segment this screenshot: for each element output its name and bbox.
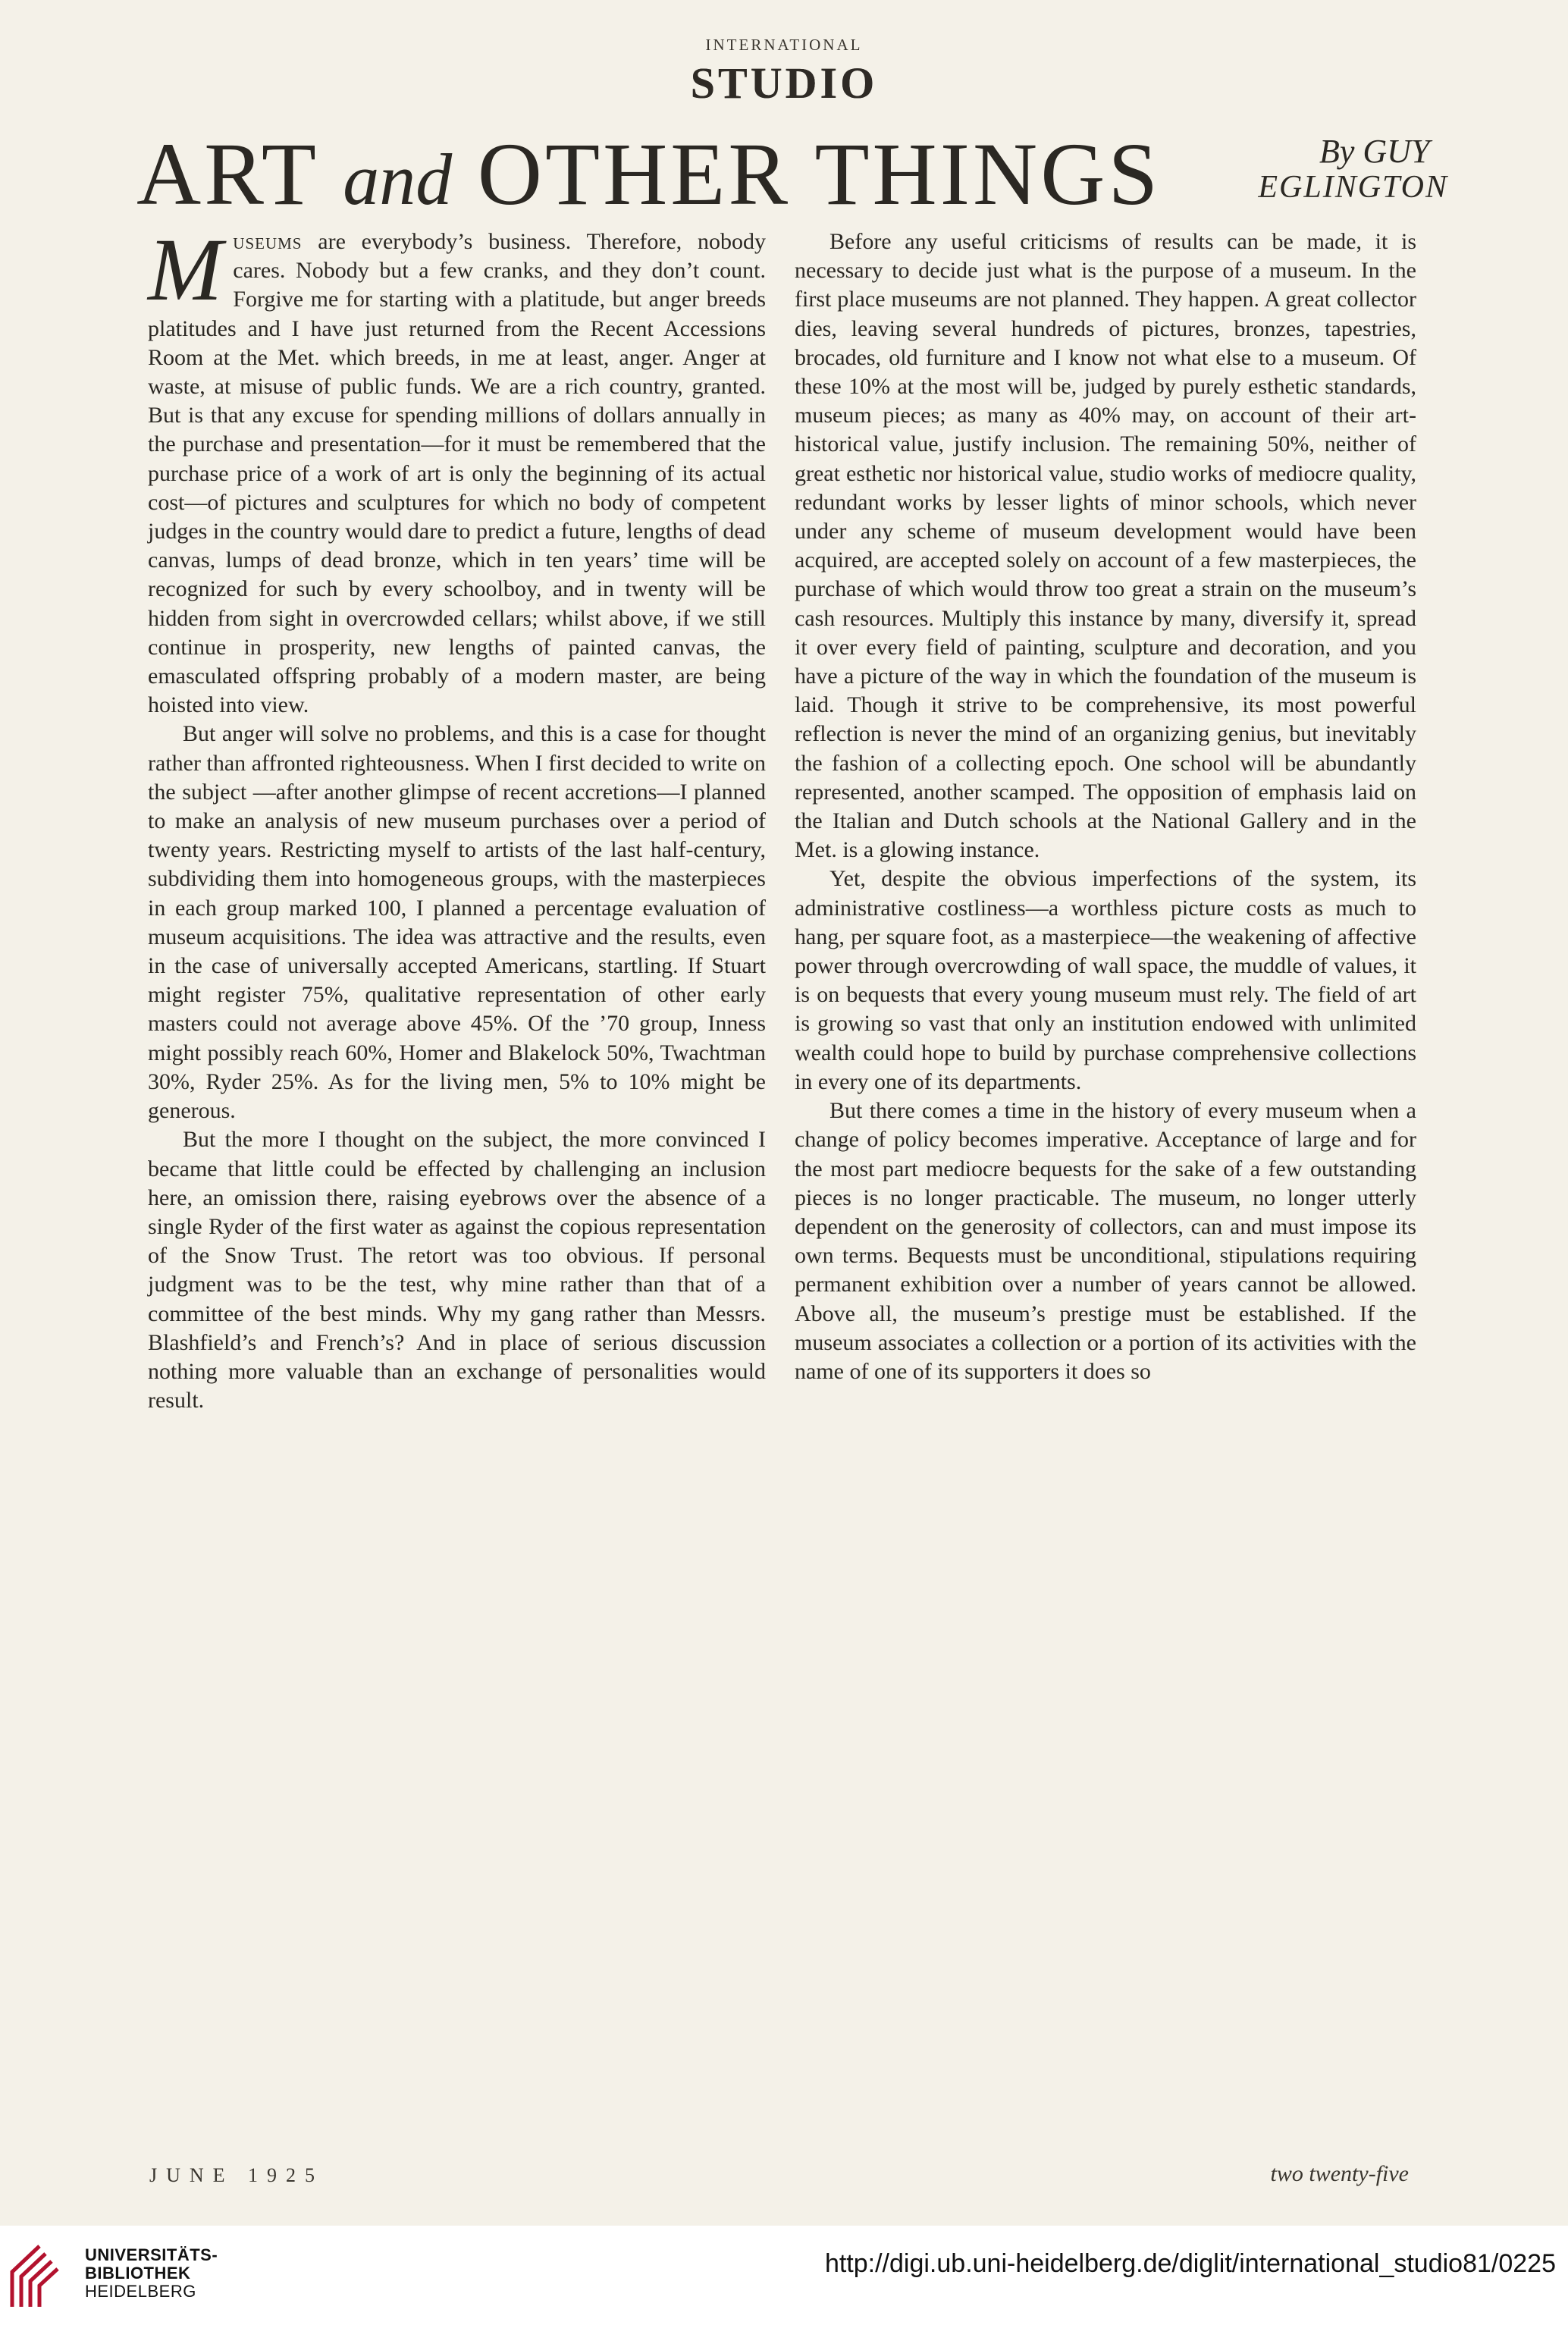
right-column (795, 227, 1416, 1386)
right-paragraph-2: Yet, despite the obvious imperfections of the system, its administrative costliness—a worthless picture costs as much to hang, per square foot, as a masterpiece—the weakening of affective power through overcrowding of wall space, the muddle of values, it is on bequests that every young museum must rely. The field of art is growing so vast that only an institution endowed with unlimited wealth could hope to build by purchase comprehensive collections in every one of its departments. (795, 866, 1416, 1094)
right-paragraph-1: Before any useful criticisms of results can be made, it is necessary to decide just what is the purpose of a museum. In the first place museums are not planned. They happen. A great collector dies, leaving several hundreds of pictures, bronzes, tapestries, brocades, old furniture and I know not what else to a museum. Of these 10% at the most will be, judged by purely esthetic standards, museum pieces; as many as 40% may, on account of their art-historical value, justify inclusion. The remaining 50%, neither of great esthetic nor historical value, studio works of mediocre quality, redundant works by lesser lights of minor schools, which never under any scheme of museum development would have been acquired, are accepted solely on account of a few masterpieces, the purchase of which would throw too great a strain on the museum’s cash resources. Multiply this instance by many, diversify it, spread it over every field of painting, sculpture and decoration, and you have a picture of the way in which the foundation of the museum is laid. Though it strive to be comprehensive, its most powerful reflection is never the mind of an organizing genius, but inevitably the fashion of a collecting epoch. One school will be abundantly represented, another scamped. The opposition of emphasis laid on the Italian and Dutch schools at the National Gallery and in the Met. is a glowing instance. (795, 229, 1416, 863)
byline-author: EGLINGTON (1258, 170, 1448, 205)
library-name-line2: BIBLIOTHEK (85, 2264, 191, 2283)
title-other-things: OTHER THINGS (477, 124, 1162, 224)
title-and: and (343, 139, 453, 220)
source-url-link[interactable]: http://digi.ub.uni-heidelberg.de/diglit/international_studio81/0225 (824, 2249, 1556, 2278)
left-paragraph-3: But the more I thought on the subject, the more convinced I became that little could be effected by challenging an inclusion here, an omission there, raising eyebrows over the absence of a single Ryder of the first water as against the copious representation of the Snow Trust. The retort was too obvious. If personal judgment was to be the test, why mine rather than that of a committee of the best minds. Why my gang rather than Messrs. Blashfield’s and French’s? And in place of serious discussion nothing more valuable than an exchange of personalities would result. (148, 1127, 766, 1414)
left-paragraph-2: But anger will solve no problems, and this is a case for thought rather than affronted righteousness. When I first decided to write on the subject —after another glimpse of recent accretions—I planned to make an analysis of new museum purchases over a period of twenty years. Restricting myself to artists of the last half-century, subdividing them into homogeneous groups, with the masterpieces in each group marked 100, I planned a percentage evaluation of museum acquisitions. The idea was attractive and the results, even in the case of universally accepted Americans, startling. If Stuart might register 75%, qualitative representation of other early masters could not average above 45%. Of the ’70 group, Inness might possibly reach 60%, Homer and Blakelock 50%, Twachtman 30%, Ryder 25%. As for the living men, 5% to 10% might be generous. (148, 721, 766, 1124)
byline-by: By GUY (1319, 133, 1430, 170)
left-paragraph-1 (148, 220, 766, 720)
right-paragraph-3: But there comes a time in the history of every museum when a change of policy becomes imperative. Acceptance of large and for the most part mediocre bequests for the sake of a few outstanding pieces is no longer practicable. The museum, no longer utterly dependent on the generosity of collectors, can and must impose its own terms. Bequests must be unconditional, stipulations requiring permanent exhibition over a number of years cannot be allowed. Above all, the museum’s prestige must be established. If the museum associates a collection or a portion of its activities with the name of one of its supporters it does so (795, 1098, 1416, 1384)
footer-page-number: two twenty-five (1270, 2161, 1409, 2186)
left-paragraph-1-text: are everybody’s business. Therefore, nobody cares. Nobody but a few cranks, and they don’t count. Forgive me for starting with a platitude, but anger breeds platitudes and I have just returned from the Recent Accessions Room at the Met. which breeds, in me at least, anger. Anger at waste, at misuse of public funds. We are a rich country, granted. But is that any excuse for spending millions of dollars annually in the purchase and presentation—for it must be remembered that the purchase price of a work of art is only the beginning of its actual cost—of pictures and sculptures for which no body of competent judges in the country would dare to predict a future, lengths of dead canvas, lumps of dead bronze, which in ten years’ time will be recognized for such by every schoolboy, and in twenty will be hidden from sight in overcrowded cellars; whilst above, if we still continue in prosperity, new lengths of painted canvas, the emasculated offspring probably of a modern master, are being hoisted into view. (148, 229, 766, 718)
masthead-studio: STUDIO (690, 58, 878, 108)
library-name-line3: HEIDELBERG (85, 2282, 196, 2301)
masthead-international: international (705, 30, 863, 55)
footer-date: JUNE 1925 (149, 2164, 325, 2186)
lead-smallcaps: useums (233, 229, 303, 254)
library-logo-icon (9, 2242, 67, 2310)
library-name (85, 2246, 218, 2301)
title-art: ART (136, 124, 318, 224)
byline (1236, 133, 1448, 205)
left-column (148, 220, 766, 1415)
library-name-line1: UNIVERSITÄTS- (85, 2245, 218, 2264)
article-title (136, 121, 1425, 233)
drop-cap: M (148, 220, 223, 319)
